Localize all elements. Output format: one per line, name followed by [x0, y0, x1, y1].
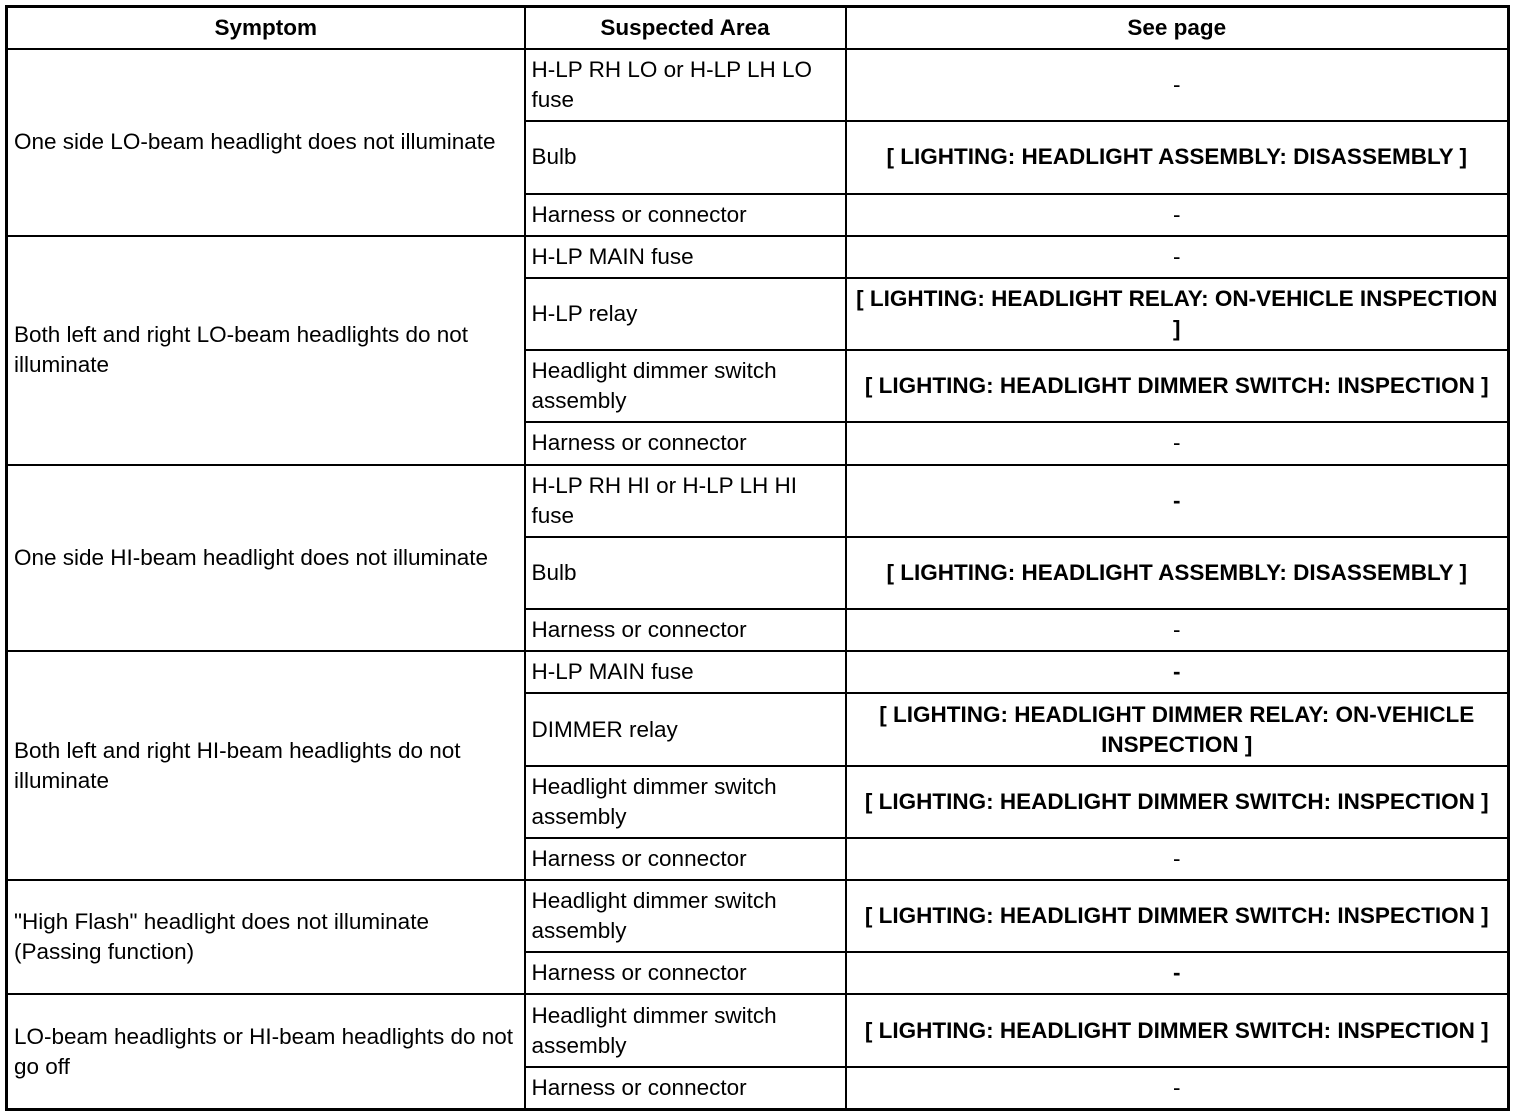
see-page-cell: - [846, 952, 1509, 994]
table-row [7, 651, 1509, 693]
table-row [7, 880, 1509, 952]
see-page-link[interactable]: [ LIGHTING: HEADLIGHT DIMMER SWITCH: INSPECTION ] [846, 766, 1509, 838]
header-see-page: See page [846, 7, 1509, 50]
see-page-link[interactable]: [ LIGHTING: HEADLIGHT DIMMER SWITCH: INSPECTION ] [846, 350, 1509, 422]
table-row [7, 49, 1509, 121]
symptom-cell: "High Flash" headlight does not illuminate (Passing function) [7, 880, 525, 994]
suspected-area-cell: Headlight dimmer switch assembly [525, 880, 846, 952]
suspected-area-cell: H-LP MAIN fuse [525, 651, 846, 693]
see-page-link[interactable]: [ LIGHTING: HEADLIGHT DIMMER RELAY: ON-VEHICLE INSPECTION ] [846, 693, 1509, 765]
suspected-area-cell: Harness or connector [525, 1067, 846, 1110]
header-symptom: Symptom [7, 7, 525, 50]
suspected-area-cell: H-LP RH LO or H-LP LH LO fuse [525, 49, 846, 121]
header-suspected-area: Suspected Area [525, 7, 846, 50]
see-page-link[interactable]: [ LIGHTING: HEADLIGHT DIMMER SWITCH: INSPECTION ] [846, 994, 1509, 1066]
see-page-cell: - [846, 194, 1509, 236]
see-page-cell: - [846, 838, 1509, 880]
see-page-cell: - [846, 651, 1509, 693]
suspected-area-cell: Bulb [525, 537, 846, 609]
suspected-area-cell: Harness or connector [525, 422, 846, 464]
see-page-link[interactable]: [ LIGHTING: HEADLIGHT ASSEMBLY: DISASSEMBLY ] [846, 537, 1509, 609]
see-page-cell: - [846, 422, 1509, 464]
see-page-link[interactable]: [ LIGHTING: HEADLIGHT ASSEMBLY: DISASSEMBLY ] [846, 121, 1509, 193]
header-row [7, 7, 1509, 50]
table-row [7, 465, 1509, 537]
suspected-area-cell: H-LP MAIN fuse [525, 236, 846, 278]
suspected-area-cell: Harness or connector [525, 838, 846, 880]
suspected-area-cell: Harness or connector [525, 609, 846, 651]
symptom-cell: LO-beam headlights or HI-beam headlights do not go off [7, 994, 525, 1109]
suspected-area-cell: Headlight dimmer switch assembly [525, 350, 846, 422]
see-page-link[interactable]: [ LIGHTING: HEADLIGHT RELAY: ON-VEHICLE INSPECTION ] [846, 278, 1509, 350]
suspected-area-cell: Headlight dimmer switch assembly [525, 766, 846, 838]
suspected-area-cell: Harness or connector [525, 194, 846, 236]
see-page-cell: - [846, 1067, 1509, 1110]
symptom-cell: One side HI-beam headlight does not illuminate [7, 465, 525, 652]
see-page-cell: - [846, 49, 1509, 121]
suspected-area-cell: Harness or connector [525, 952, 846, 994]
table-row [7, 236, 1509, 278]
see-page-cell: - [846, 236, 1509, 278]
see-page-cell: - [846, 609, 1509, 651]
symptom-cell: Both left and right LO-beam headlights do not illuminate [7, 236, 525, 465]
suspected-area-cell: Headlight dimmer switch assembly [525, 994, 846, 1066]
diagnostic-table [5, 5, 1510, 1111]
see-page-link[interactable]: [ LIGHTING: HEADLIGHT DIMMER SWITCH: INSPECTION ] [846, 880, 1509, 952]
suspected-area-cell: H-LP RH HI or H-LP LH HI fuse [525, 465, 846, 537]
table-row [7, 994, 1509, 1066]
symptom-cell: One side LO-beam headlight does not illuminate [7, 49, 525, 236]
symptom-cell: Both left and right HI-beam headlights do not illuminate [7, 651, 525, 880]
suspected-area-cell: Bulb [525, 121, 846, 193]
see-page-cell: - [846, 465, 1509, 537]
suspected-area-cell: DIMMER relay [525, 693, 846, 765]
suspected-area-cell: H-LP relay [525, 278, 846, 350]
